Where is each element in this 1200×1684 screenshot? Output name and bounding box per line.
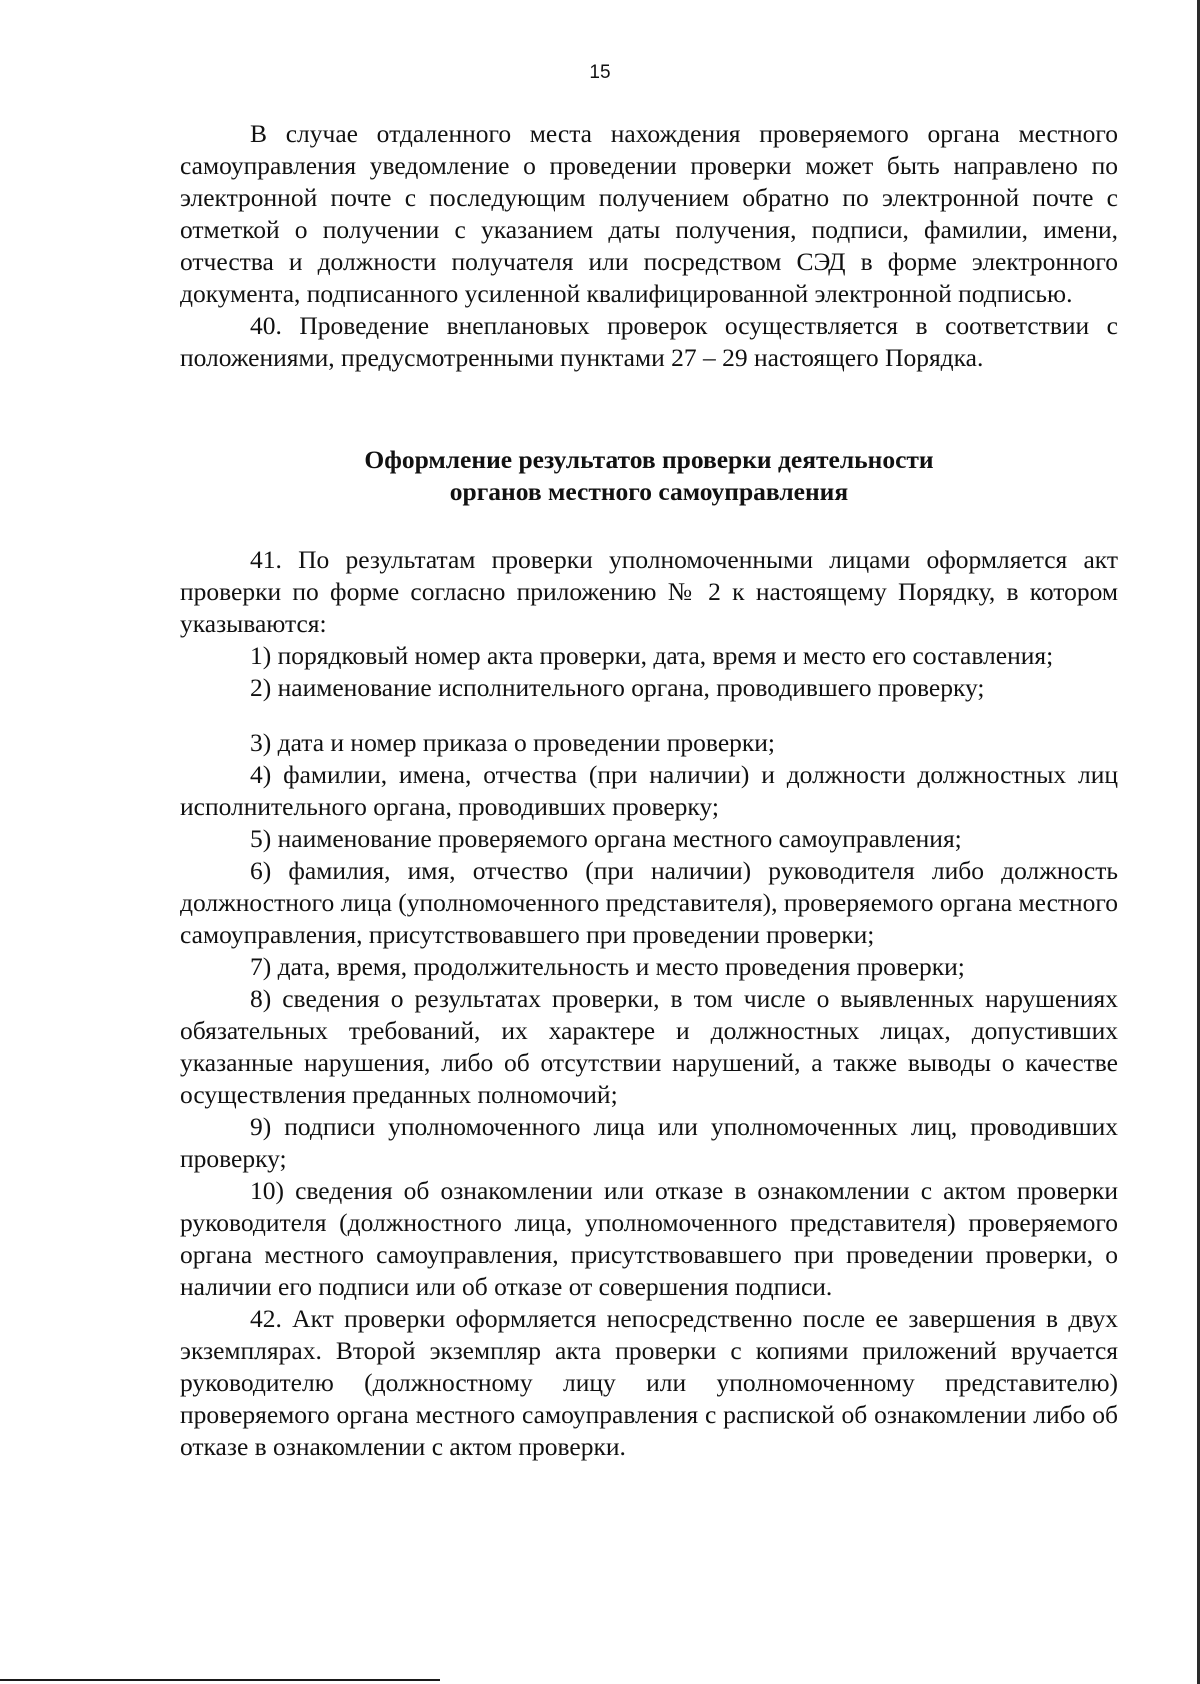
list-item-9: 9) подписи уполномоченного лица или уполномоченных лиц, проводивших проверку;: [180, 1112, 1118, 1173]
page-number: 15: [589, 62, 611, 83]
list-item-10: 10) сведения об ознакомлении или отказе в ознакомлении с актом проверки руководителя (должностного лица, уполномоченного представителя) проверяемого органа местного самоуправления, присутствовавшего при проведении проверки, о наличии его подписи или об отказе от совершения подписи.: [180, 1176, 1118, 1301]
list-item-5: 5) наименование проверяемого органа местного самоуправления;: [250, 824, 962, 853]
list-item-4: 4) фамилии, имена, отчества (при наличии) и должности должностных лиц исполнительного органа, проводивших проверку;: [180, 760, 1118, 821]
list-item-6: 6) фамилия, имя, отчество (при наличии) руководителя либо должность должностного лица (уполномоченного представителя), проверяемого органа местного самоуправления, присутствовавшего при проведении проверки;: [180, 856, 1118, 949]
paragraph-remote-notification: В случае отдаленного места нахождения проверяемого органа местного самоуправления уведомление о проведении проверки может быть направлено по электронной почте с последующим получением обратно по электронной почте с отметкой о получении с указанием даты получения, подписи, фамилии, имени, отчества и должности получателя или посредством СЭД в форме электронного документа, подписанного усиленной квалифицированной электронной подписью.: [180, 119, 1118, 308]
section-heading: [180, 444, 1118, 508]
paragraph-42: 42. Акт проверки оформляется непосредственно после ее завершения в двух экземплярах. Второй экземпляр акта проверки с копиями приложений вручается руководителю (должностному лицу или уполномоченному представителю) проверяемого органа местного самоуправления с распиской об ознакомлении либо об отказе в ознакомлении с актом проверки.: [180, 1304, 1118, 1461]
list-item-2: 2) наименование исполнительного органа, проводившего проверку;: [250, 673, 985, 702]
section-heading-line-1: Оформление результатов проверки деятельности: [364, 445, 934, 474]
document-body: [180, 118, 1118, 1463]
paragraph-41: 41. По результатам проверки уполномоченными лицами оформляется акт проверки по форме согласно приложению № 2 к настоящему Порядку, в котором указываются:: [180, 545, 1118, 638]
list-item-3: 3) дата и номер приказа о проведении проверки;: [250, 728, 776, 757]
list-item-8: 8) сведения о результатах проверки, в том числе о выявленных нарушениях обязательных требований, их характере и должностных лицах, допустивших указанные нарушения, либо об отсутствии нарушений, а также выводы о качестве осуществления преданных полномочий;: [180, 984, 1118, 1109]
paragraph-40: 40. Проведение внеплановых проверок осуществляется в соответствии с положениями, предусмотренными пунктами 27 – 29 настоящего Порядка.: [180, 311, 1118, 372]
list-item-1: 1) порядковый номер акта проверки, дата, время и место его составления;: [250, 641, 1054, 670]
list-item-7: 7) дата, время, продолжительность и место проведения проверки;: [250, 952, 965, 981]
scan-line-bottom: [0, 1679, 440, 1681]
section-heading-line-2: органов местного самоуправления: [449, 477, 849, 506]
